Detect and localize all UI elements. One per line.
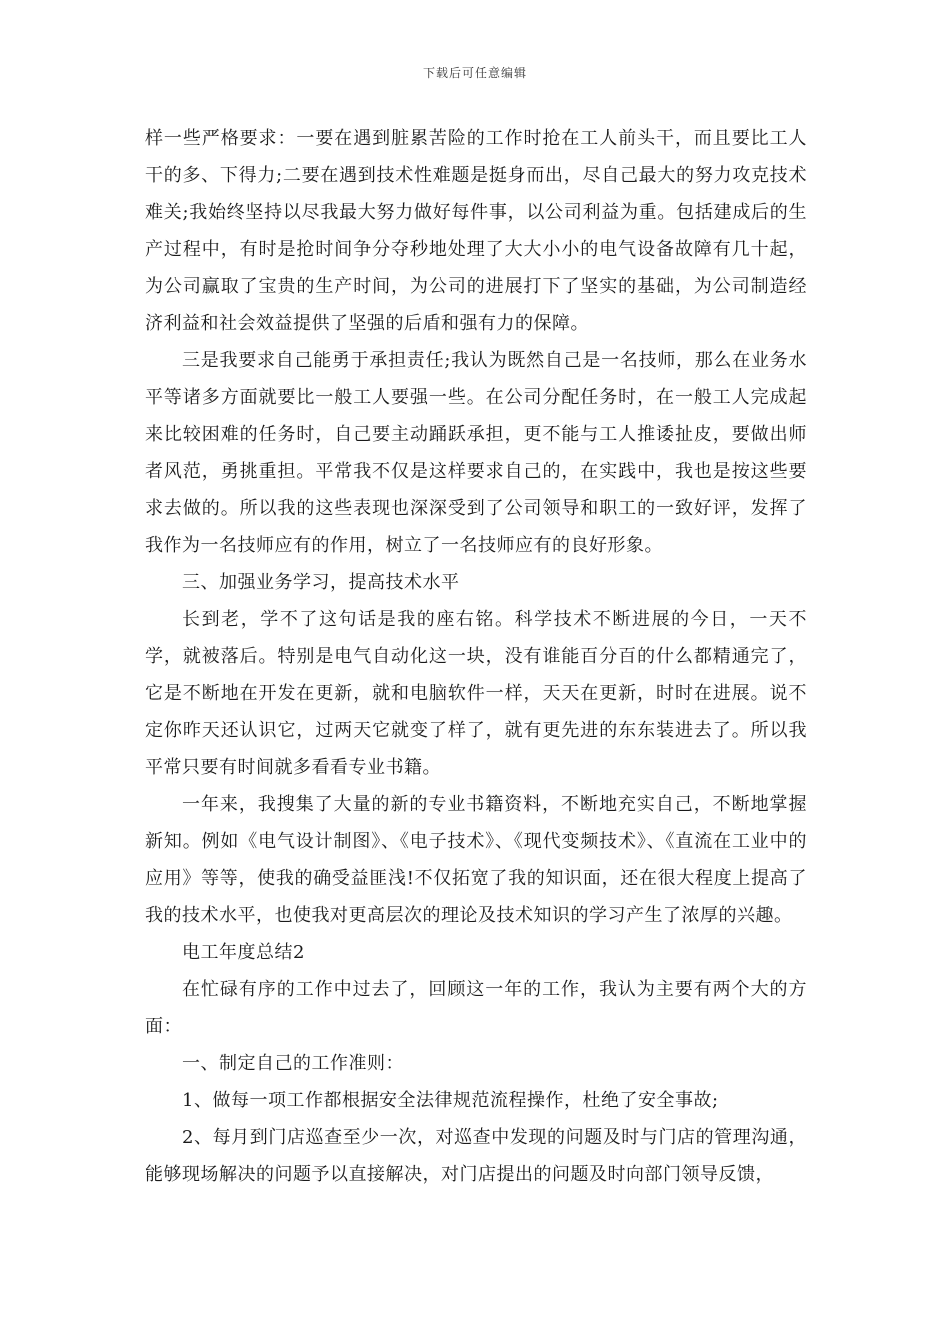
section-heading-3: 三、加强业务学习，提高技术水平 — [182, 572, 460, 593]
paragraph-4: 长到老，学不了这句话是我的座右铭。科学技术不断进展的今日，一天不学，就被落后。特别是电气自动化这一块，没有谁能百分百的什么都精通完了，它是不断地在开发在更新，就和电脑软件一样，天天在更新，时时在进展。说不定你昨天还认识它，过两天它就变了样了，就有更先进的东东装进去了。所以我平常只要有时间就多看看专业书籍。 — [145, 609, 807, 778]
document-title-2: 电工年度总结2 — [182, 942, 305, 963]
list-item-1: 1、做每一项工作都根据安全法律规范流程操作，杜绝了安全事故; — [182, 1090, 719, 1111]
paragraph-5: 一年来，我搜集了大量的新的专业书籍资料，不断地充实自己，不断地掌握新知。例如《电气设计制图》、《电子技术》、《现代变频技术》、《直流在工业中的应用》等等，使我的确受益匪浅!不仅拓宽了我的知识面，还在很大程度上提高了我的技术水平，也使我对更高层次的理论及技术知识的学习产生了浓厚的兴趣。 — [145, 794, 807, 926]
paragraph-7: 在忙碌有序的工作中过去了，回顾这一年的工作，我认为主要有两个大的方面： — [145, 979, 807, 1037]
section-heading-1: 一、制定自己的工作准则： — [182, 1053, 404, 1074]
page-header: 下载后可任意编辑 — [422, 66, 527, 80]
paragraph-2: 三是我要求自己能勇于承担责任;我认为既然自己是一名技师，那么在业务水平等诸多方面就要比一般工人要强一些。在公司分配任务时，在一般工人完成起来比较困难的任务时，自己要主动踊跃承担，更不能与工人推诿扯皮，要做出师者风范，勇挑重担。平常我不仅是这样要求自己的，在实践中，我也是按这些要求去做的。所以我的这些表现也深深受到了公司领导和职工的一致好评，发挥了我作为一名技师应有的作用，树立了一名技师应有的良好形象。 — [145, 350, 807, 556]
paragraph-1: 样一些严格要求：一要在遇到脏累苦险的工作时抢在工人前头干，而且要比工人干的多、下得力;二要在遇到技术性难题是挺身而出，尽自己最大的努力攻克技术难关;我始终坚持以尽我最大努力做好每件事，以公司利益为重。包括建成后的生产过程中，有时是抢时间争分夺秒地处理了大大小小的电气设备故障有几十起，为公司赢取了宝贵的生产时间，为公司的进展打下了坚实的基础，为公司制造经济利益和社会效益提供了坚强的后盾和强有力的保障。 — [145, 128, 807, 334]
document-body — [145, 120, 807, 1193]
list-item-2: 2、每月到门店巡查至少一次，对巡查中发现的问题及时与门店的管理沟通，能够现场解决的问题予以直接解决，对门店提出的问题及时向部门领导反馈， — [145, 1127, 807, 1185]
